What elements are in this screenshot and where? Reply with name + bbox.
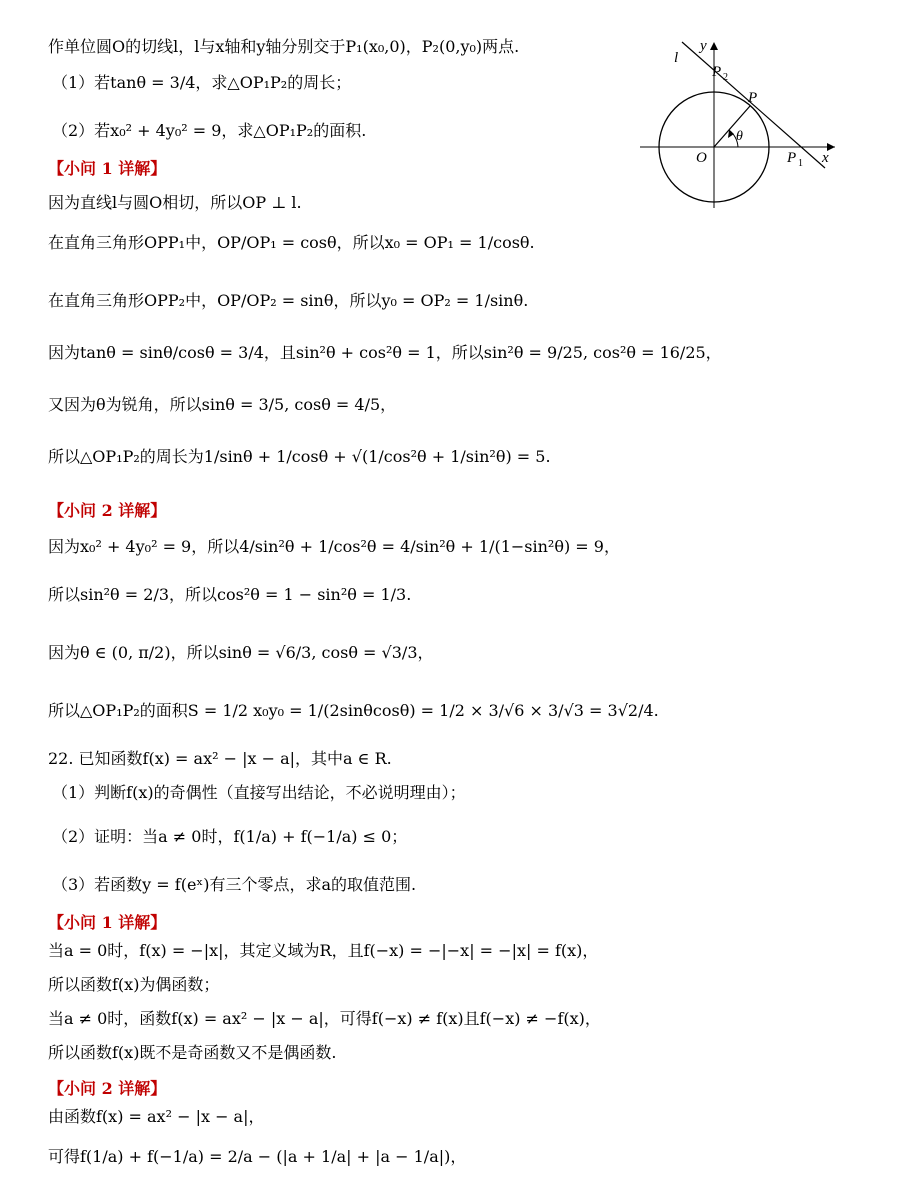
q21-s2-line2: 所以sin²θ = 2/3，所以cos²θ = 1 − sin²θ = 1/3. bbox=[48, 585, 412, 604]
q21-s2-line1: 因为x₀² + 4y₀² = 9，所以4/sin²θ + 1/cos²θ = 4/sin²θ + 1/(1−sin²θ) = 9， bbox=[48, 537, 620, 556]
label-o: O bbox=[696, 150, 707, 166]
q21-s1-line5: 又因为θ为锐角，所以sinθ = 3/5, cosθ = 4/5， bbox=[48, 395, 397, 414]
label-p2: P bbox=[712, 64, 722, 80]
q21-prompt bbox=[48, 34, 519, 57]
q21-s1-line3: 在直角三角形OPP₂中，OP/OP₂ = sinθ，所以y₀ = OP₂ = 1/sinθ. bbox=[48, 291, 529, 310]
q21-part1-text: （1）若tanθ = 3/4，求△OP₁P₂的周长； bbox=[52, 73, 352, 92]
q21-part1 bbox=[52, 70, 351, 93]
q22-s1-line1: 当a = 0时，f(x) = −|x|，其定义域为R，且f(−x) = −|−x| = −|x| = f(x)， bbox=[48, 941, 599, 960]
unit-circle-diagram bbox=[640, 30, 840, 210]
q21-s1-line4: 因为tanθ = sinθ/cosθ = 3/4，且sin²θ + cos²θ = 1，所以sin²θ = 9/25, cos²θ = 16/25， bbox=[48, 343, 722, 362]
label-l: l bbox=[674, 50, 679, 66]
q22-s2-line2: 可得f(1/a) + f(−1/a) = 2/a − (|a + 1/a| + |a − 1/a|)， bbox=[48, 1147, 467, 1166]
label-p2-sub: 2 bbox=[723, 72, 728, 83]
q22-part1: （1）判断f(x)的奇偶性（直接写出结论，不必说明理由）； bbox=[52, 783, 466, 802]
q21-s2-line3: 因为θ ∈ (0, π/2)，所以sinθ = √6/3, cosθ = √3/3， bbox=[48, 643, 434, 662]
q22-s1-line4: 所以函数f(x)既不是奇函数又不是偶函数. bbox=[48, 1043, 337, 1062]
q22-part3: （3）若函数y = f(eˣ)有三个零点，求a的取值范围. bbox=[52, 875, 417, 894]
label-y: y bbox=[700, 38, 707, 54]
label-p: P bbox=[748, 90, 758, 106]
q22-part2: （2）证明：当a ≠ 0时，f(1/a) + f(−1/a) ≤ 0； bbox=[52, 827, 408, 846]
q21-s1-line2: 在直角三角形OPP₁中，OP/OP₁ = cosθ，所以x₀ = OP₁ = 1/cosθ. bbox=[48, 233, 535, 252]
y-axis-arrow bbox=[710, 42, 718, 50]
label-p1: P bbox=[787, 150, 797, 166]
q22-s1-line2: 所以函数f(x)为偶函数； bbox=[48, 975, 220, 994]
q21-part2 bbox=[52, 118, 366, 141]
q21-sub1-header: 【小问 1 详解】 bbox=[48, 159, 167, 178]
label-p1-sub: 1 bbox=[798, 158, 803, 169]
q22-s1-line3: 当a ≠ 0时，函数f(x) = ax² − |x − a|，可得f(−x) ≠ f(x)且f(−x) ≠ −f(x)， bbox=[48, 1009, 601, 1028]
q21-s1-line1: 因为直线l与圆O相切，所以OP ⊥ l. bbox=[48, 193, 302, 212]
q21-s2-line4: 所以△OP₁P₂的面积S = 1/2 x₀y₀ = 1/(2sinθcosθ) = 1/2 × 3/√6 × 3/√3 = 3√2/4. bbox=[48, 701, 659, 720]
label-theta: θ bbox=[736, 129, 743, 144]
q22-s2-line1: 由函数f(x) = ax² − |x − a|， bbox=[48, 1107, 265, 1126]
label-x: x bbox=[822, 150, 829, 166]
q22-prompt: 22. 已知函数f(x) = ax² − |x − a|，其中a ∈ R. bbox=[48, 749, 392, 768]
q22-sub2-header: 【小问 2 详解】 bbox=[48, 1079, 167, 1098]
q22-sub1-header: 【小问 1 详解】 bbox=[48, 913, 167, 932]
q21-part2-text: （2）若x₀² + 4y₀² = 9，求△OP₁P₂的面积. bbox=[52, 121, 367, 140]
radius-op bbox=[714, 106, 750, 147]
q21-sub2-header: 【小问 2 详解】 bbox=[48, 501, 167, 520]
q21-prompt-text: 作单位圆O的切线l，l与x轴和y轴分别交于P₁(x₀,0)，P₂(0,y₀)两点. bbox=[48, 37, 520, 56]
q21-s1-line6: 所以△OP₁P₂的周长为1/sinθ + 1/cosθ + √(1/cos²θ + 1/sin²θ) = 5. bbox=[48, 447, 551, 466]
